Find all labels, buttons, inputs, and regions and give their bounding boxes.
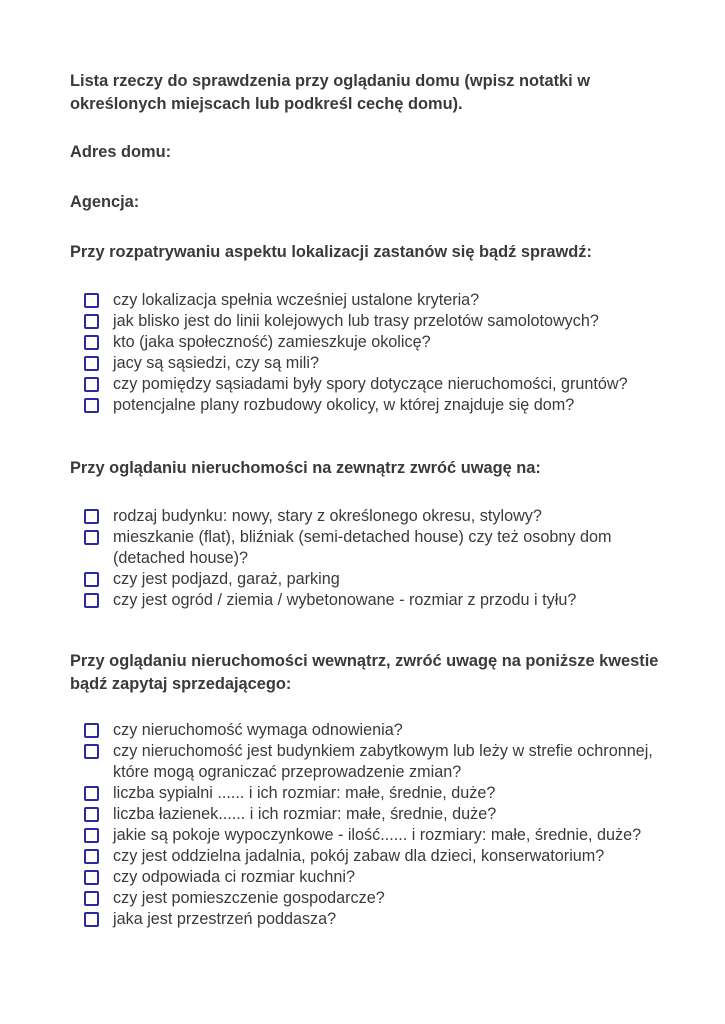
checklist-outside — [0, 506, 725, 611]
section-heading-inside: Przy oglądaniu nieruchomości wewnątrz, zwróć uwagę na poniższe kwestie bądź zapytaj sprzedającego: — [70, 652, 659, 693]
checkbox[interactable] — [84, 377, 99, 392]
checkbox[interactable] — [84, 807, 99, 822]
checkbox[interactable] — [84, 891, 99, 906]
checklist-item-text: czy lokalizacja spełnia wcześniej ustalone kryteria? — [113, 291, 480, 309]
section-heading-location: Przy rozpatrywaniu aspektu lokalizacji zastanów się bądź sprawdź: — [70, 243, 592, 261]
checklist-item — [0, 374, 725, 395]
checkbox[interactable] — [84, 593, 99, 608]
checklist-item-text: czy odpowiada ci rozmiar kuchni? — [113, 868, 356, 886]
checklist-inside — [0, 720, 725, 930]
checklist-item — [0, 846, 725, 867]
address-label: Adres domu: — [70, 143, 172, 161]
checklist-item — [0, 353, 725, 374]
checklist-item — [0, 909, 725, 930]
checklist-item-text: czy jest podjazd, garaż, parking — [113, 570, 340, 588]
checkbox[interactable] — [84, 786, 99, 801]
checklist-item — [0, 527, 725, 569]
checkbox[interactable] — [84, 828, 99, 843]
checklist-item — [0, 720, 725, 741]
checklist-item-text: jakie są pokoje wypoczynkowe - ilość...... i rozmiary: małe, średnie, duże? — [113, 826, 642, 844]
checklist-item — [0, 569, 725, 590]
checklist-item — [0, 825, 725, 846]
checkbox[interactable] — [84, 335, 99, 350]
checklist-item — [0, 332, 725, 353]
checklist-item-text: liczba sypialni ...... i ich rozmiar: małe, średnie, duże? — [113, 784, 496, 802]
checkbox[interactable] — [84, 912, 99, 927]
checkbox[interactable] — [84, 398, 99, 413]
checklist-item — [0, 506, 725, 527]
checklist-item — [0, 395, 725, 416]
checkbox[interactable] — [84, 314, 99, 329]
checklist-item-text: czy jest oddzielna jadalnia, pokój zabaw dla dzieci, konserwatorium? — [113, 847, 605, 865]
checklist-item-text: liczba łazienek...... i ich rozmiar: małe, średnie, duże? — [113, 805, 497, 823]
section-heading-outside: Przy oglądaniu nieruchomości na zewnątrz zwróć uwagę na: — [70, 459, 541, 477]
checkbox[interactable] — [84, 509, 99, 524]
checklist-item — [0, 804, 725, 825]
checkbox[interactable] — [84, 293, 99, 308]
checklist-item — [0, 867, 725, 888]
agency-label: Agencja: — [70, 193, 140, 211]
checklist-item-text: mieszkanie (flat), bliźniak (semi-detached house) czy też osobny dom (detached house)? — [113, 528, 612, 567]
checkbox[interactable] — [84, 723, 99, 738]
checklist-item — [0, 888, 725, 909]
checklist-item-text: jaka jest przestrzeń poddasza? — [113, 910, 337, 928]
checklist-item — [0, 311, 725, 332]
checkbox[interactable] — [84, 530, 99, 545]
checklist-item-text: jacy są sąsiedzi, czy są mili? — [113, 354, 320, 372]
checklist-item-text: czy nieruchomość jest budynkiem zabytkowym lub leży w strefie ochronnej, które mogą ograniczać przeprowadzenie zmian? — [113, 742, 653, 781]
checklist-item — [0, 290, 725, 311]
checklist-item-text: jak blisko jest do linii kolejowych lub trasy przelotów samolotowych? — [113, 312, 599, 330]
checklist-item — [0, 590, 725, 611]
checkbox[interactable] — [84, 356, 99, 371]
intro-text: Lista rzeczy do sprawdzenia przy oglądaniu domu (wpisz notatki w określonych miejscach lub podkreśl cechę domu). — [70, 72, 591, 113]
checklist-item — [0, 741, 725, 783]
checklist-item-text: czy nieruchomość wymaga odnowienia? — [113, 721, 403, 739]
checkbox[interactable] — [84, 744, 99, 759]
checklist-item-text: czy jest pomieszczenie gospodarcze? — [113, 889, 385, 907]
checklist-item-text: rodzaj budynku: nowy, stary z określonego okresu, stylowy? — [113, 507, 542, 525]
checklist-item-text: kto (jaka społeczność) zamieszkuje okolicę? — [113, 333, 431, 351]
checklist-item-text: czy jest ogród / ziemia / wybetonowane - rozmiar z przodu i tyłu? — [113, 591, 577, 609]
checklist-location — [0, 290, 725, 416]
checklist-item-text: potencjalne plany rozbudowy okolicy, w której znajduje się dom? — [113, 396, 575, 414]
checkbox[interactable] — [84, 849, 99, 864]
checkbox[interactable] — [84, 870, 99, 885]
checklist-item — [0, 783, 725, 804]
checkbox[interactable] — [84, 572, 99, 587]
checklist-item-text: czy pomiędzy sąsiadami były spory dotyczące nieruchomości, gruntów? — [113, 375, 628, 393]
